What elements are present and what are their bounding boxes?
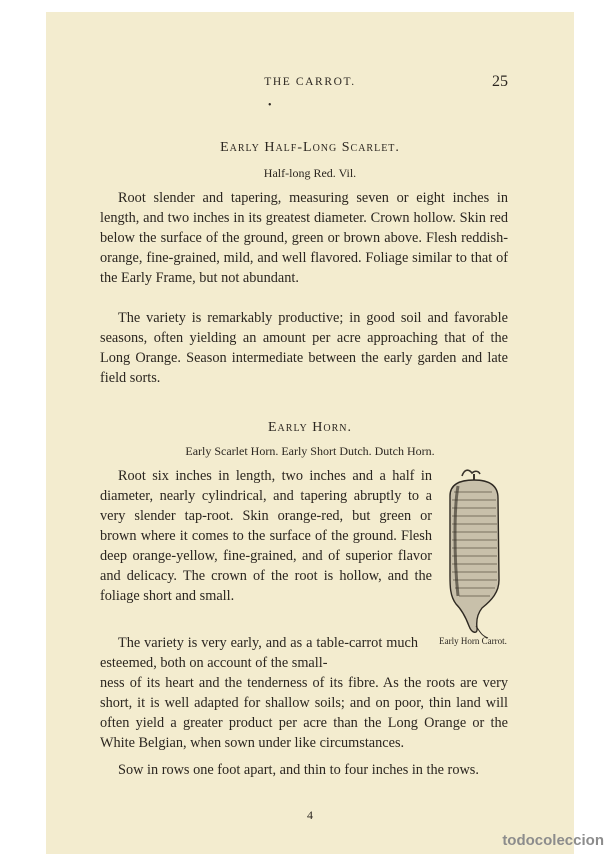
paragraph-earliness-start: The variety is very early, and as a table-carrot much esteemed, both on account of the small- [100,635,418,671]
paragraph-sowing: Sow in rows one foot apart, and thin to four inches in the rows. [118,762,479,778]
watermark: todocoleccion [502,832,604,849]
section-synonyms-half-long: Half-long Red. Vil. [263,166,357,180]
section-synonyms-early-horn: Early Scarlet Horn. Early Short Dutch. Dutch Horn. [185,444,435,458]
book-page [46,12,574,854]
printer-signature: 4 [307,808,313,822]
running-title: THE CARROT. [264,76,356,88]
paragraph-description-early-horn: Root six inches in length, two inches and a half in diameter, nearly cylindrical, and tapering abruptly to a very slender tap-root. Skin orange-red, but green or brown where it comes to the surface of the ground. Flesh deep orange-yellow, fine-grained, and of superior flavor and delicacy. The crown of the root is hollow, and the foliage short and small. [100,468,432,604]
paragraph-description-half-long: Root slender and tapering, measuring seven or eight inches in length, and two inches in its greatest diameter. Crown hollow. Skin red below the surface of the ground, green or brown above. Flesh reddish-orange, fine-grained, mild, and well flavored. Foliage similar to that of the Early Frame, but not abundant. [100,190,508,286]
carrot-illustration [436,468,516,644]
figure-caption: Early Horn Carrot. [439,636,507,646]
section-heading-half-long: Early Half-Long Scarlet. [220,140,400,155]
paragraph-productivity-half-long: The variety is remarkably productive; in good soil and favorable seasons, often yielding an amount per acre approaching that of the Long Orange. Season intermediate between the early garden and late field sorts. [100,310,508,386]
page-number: 25 [492,73,508,90]
paragraph-earliness-continued: ness of its heart and the tenderness of its fibre. As the roots are very short, it is well adapted for shallow soils; and on poor, thin land will often yield a greater product per acre than the Long Orange or the White Belgian, when sown under like circumstances. [100,675,508,751]
ink-dot: • [268,100,272,111]
section-heading-early-horn: Early Horn. [268,420,352,435]
